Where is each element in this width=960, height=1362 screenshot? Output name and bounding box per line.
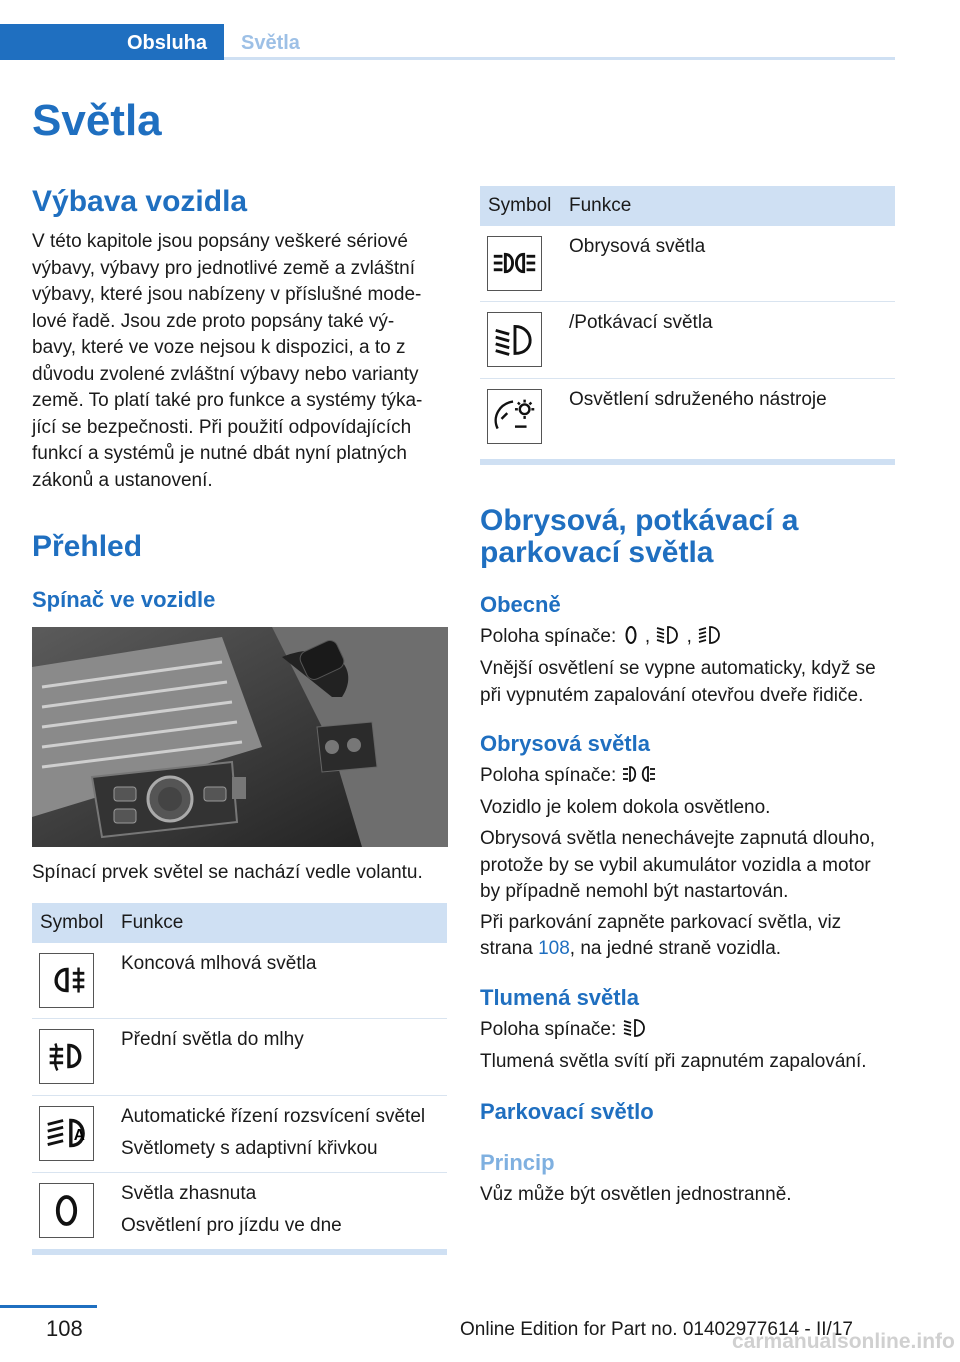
vybava-line: výbavy, které jsou nabízeny v příslušné mode‐ xyxy=(32,284,422,305)
low-beam-icon xyxy=(487,312,542,367)
poloha-label: Poloha spínače: xyxy=(480,765,617,786)
vybava-line: důvodu zvolené zvláštní výbavy nebo varianty xyxy=(32,363,419,385)
row-line: Přední světla do mlhy xyxy=(121,1029,304,1050)
vybava-line: zákonů a ustanovení. xyxy=(32,469,213,491)
text-fragment: strana xyxy=(480,938,539,959)
separator: , xyxy=(686,626,692,647)
obrysova-text-line: protože by se vybil akumulátor vozidla a motor xyxy=(480,855,871,876)
separator: , xyxy=(644,626,651,647)
lights-off-icon xyxy=(39,1183,94,1238)
heading-spinac: Spínač ve vozidle xyxy=(32,587,216,612)
vybava-line: V této kapitole jsou popsány veškeré sériové xyxy=(32,231,408,252)
obrysova-text-line xyxy=(480,936,781,963)
vybava-paragraph xyxy=(32,229,452,494)
table-row xyxy=(480,302,895,379)
heading-vybava: Výbava vozidla xyxy=(32,185,248,218)
col-symbol: Symbol xyxy=(40,912,104,933)
heading-princip: Princip xyxy=(480,1150,555,1175)
row-line: Osvětlení sdruženého nástroje xyxy=(569,389,827,410)
page-title: Světla xyxy=(32,96,162,145)
instrument-lighting-icon xyxy=(487,389,542,444)
svg-text:A: A xyxy=(73,1126,85,1144)
heading-line: parkovací světla xyxy=(480,536,714,569)
vybava-line: země. To platí také pro funkce a systémy týka‐ xyxy=(32,390,423,411)
row-text xyxy=(121,1181,342,1245)
auto-headlight-icon xyxy=(39,1106,94,1161)
left-symbol-table xyxy=(32,903,447,1255)
watermark: carmanualsonline.info xyxy=(732,1330,955,1353)
row-line: Koncová mlhová světla xyxy=(121,953,317,974)
auto-headlight-icon xyxy=(697,624,723,646)
header-tabbar xyxy=(0,24,895,60)
col-symbol: Symbol xyxy=(488,195,552,216)
tab-svetla[interactable] xyxy=(224,24,895,60)
row-text xyxy=(121,1027,304,1059)
table-row xyxy=(32,1173,447,1249)
heading-tlumena: Tlumená světla xyxy=(480,985,639,1010)
vybava-line: funkcí a systémů je nutné dbát nyní platných xyxy=(32,443,407,464)
poloha-label: Poloha spínače: xyxy=(480,1019,617,1040)
heading-prehled: Přehled xyxy=(32,530,143,563)
col-funkce: Funkce xyxy=(121,912,184,933)
tab-svetla-label: Světla xyxy=(241,32,300,54)
poloha-label: Poloha spínače: xyxy=(480,626,617,647)
low-beam-icon xyxy=(622,1017,648,1039)
tab-obsluha[interactable] xyxy=(0,24,224,60)
row-text xyxy=(569,234,705,266)
row-text xyxy=(121,1104,425,1168)
table-row xyxy=(480,379,895,455)
table-row xyxy=(480,226,895,302)
photo-caption: Spínací prvek světel se nachází vedle volantu. xyxy=(32,862,423,883)
row-text xyxy=(569,387,827,419)
table-header xyxy=(480,186,895,226)
table-header xyxy=(32,903,447,943)
row-line: Obrysová světla xyxy=(569,236,706,257)
obecne-poloha xyxy=(480,624,723,651)
page-number: 108 xyxy=(46,1316,83,1341)
obrysova-poloha xyxy=(480,763,656,790)
row-text xyxy=(569,310,713,342)
heading-line: Obrysová, potkávací a xyxy=(480,504,799,537)
obecne-text-line: Vnější osvětlení se vypne automaticky, když se xyxy=(480,658,876,679)
table-row xyxy=(32,1096,447,1173)
table-row xyxy=(32,943,447,1019)
tab-obsluha-label: Obsluha xyxy=(126,32,207,54)
tlumena-poloha xyxy=(480,1017,648,1044)
table-end-bar xyxy=(480,459,895,465)
row-line: /Potkávací světla xyxy=(569,312,713,333)
vybava-line: jící se bezpečnosti. Při použití odpovídajících xyxy=(32,416,412,438)
vybava-line: lové řadě. Jsou zde proto popsány také vý‐ xyxy=(32,310,395,332)
parking-light-icon xyxy=(487,236,542,291)
heading-obrysova: Obrysová světla xyxy=(480,731,650,756)
princip-text: Vůz může být osvětlen jednostranně. xyxy=(480,1184,792,1205)
table-end-bar xyxy=(32,1249,447,1255)
footer-rule xyxy=(0,1305,97,1308)
tlumena-text: Tlumená světla svítí při zapnutém zapalování. xyxy=(480,1051,867,1072)
obrysova-text-line: Při parkování zapněte parkovací světla, viz xyxy=(480,912,842,933)
page-link-108[interactable]: 108 xyxy=(538,938,570,959)
edition-text: Online Edition for Part no. 01402977614 - II/17 xyxy=(460,1319,853,1340)
front-fog-light-icon xyxy=(39,1029,94,1084)
low-beam-icon xyxy=(655,624,681,646)
obrysova-text-line: Vozidlo je kolem dokola osvětleno. xyxy=(480,797,771,818)
vybava-line: výbavy, výbavy pro jednotlivé země a zvláštní xyxy=(32,257,415,279)
vybava-line: bavy, které ve voze nejsou k dispozici, a to z xyxy=(32,337,406,358)
heading-obrysova-potkavaci xyxy=(480,505,900,569)
right-symbol-table xyxy=(480,186,895,465)
row-line: Automatické řízení rozsvícení světel xyxy=(121,1106,426,1127)
rear-fog-light-icon xyxy=(39,953,94,1008)
lights-off-icon xyxy=(622,624,640,646)
light-switch-photo xyxy=(32,627,448,847)
col-funkce: Funkce xyxy=(569,195,632,216)
obecne-text-line: při vypnutém zapalování otevřou dveře řidiče. xyxy=(480,685,864,706)
obrysova-text-line: Obrysová světla nenechávejte zapnutá dlouho, xyxy=(480,828,876,849)
table-row xyxy=(32,1019,447,1096)
heading-obecne: Obecně xyxy=(480,592,561,617)
row-line: Světlomety s adaptivní křivkou xyxy=(121,1138,378,1159)
row-line: Osvětlení pro jízdu ve dne xyxy=(121,1215,342,1236)
row-text xyxy=(121,951,316,983)
parking-light-icon xyxy=(622,763,656,785)
obrysova-text-line: by případně nemohl být nastartován. xyxy=(480,881,789,902)
row-line: Světla zhasnuta xyxy=(121,1183,257,1204)
heading-parkovaci: Parkovací světlo xyxy=(480,1099,654,1124)
text-fragment: , na jedné straně vozidla. xyxy=(569,938,782,959)
